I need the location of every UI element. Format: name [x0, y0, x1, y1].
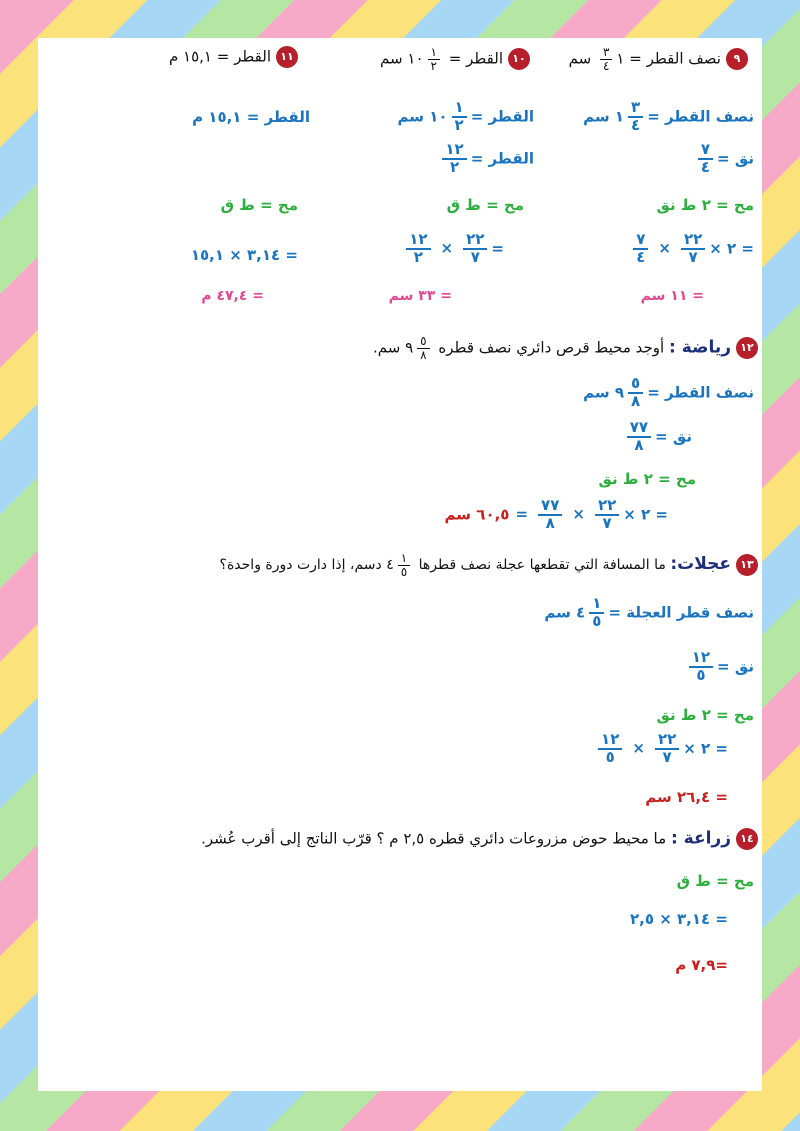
fraction: $\frac{٥}{٨}$	[628, 376, 643, 410]
q14-substitution: = ٣,١٤ × ٢,٥	[630, 910, 728, 928]
q14-result: =٧,٩ م	[675, 956, 728, 974]
problem-10-statement: ١٠القطر = $\frac{١}{٢}$ ١٠ سم	[380, 46, 530, 72]
sol10-diameter: القطر = $\frac{١}{٢}$ ١٠ سم	[397, 98, 534, 134]
fraction: $\frac{١٢}{٥}$	[689, 650, 713, 684]
q12-substitution: = ٢ × $\frac{٢٢}{٧}$ × $\frac{٧٧}{٨}$ =٦٠,٥ سم	[444, 496, 668, 532]
problem-number-badge: ١١	[276, 46, 298, 68]
sol9-substitution: = ٢ × $\frac{٢٢}{٧}$ × $\frac{٧}{٤}$	[629, 232, 754, 266]
fraction: $\frac{٢٢}{٧}$	[681, 232, 705, 266]
sol9-radius: نصف القطر = $\frac{٣}{٤}$ ١ سم	[583, 98, 754, 134]
q12-formula: مح = ٢ ط نق	[598, 470, 696, 488]
fraction: $\frac{٥}{٨}$	[417, 335, 429, 361]
problem-number-badge: ٩	[726, 48, 748, 70]
fraction: $\frac{١}{٢}$	[452, 100, 467, 134]
sol10-result: = ٣٣ سم	[388, 288, 452, 304]
q14-formula: مح = ط ق	[676, 872, 754, 890]
sol9-r: نق = $\frac{٧}{٤}$	[694, 142, 754, 176]
fraction: $\frac{٣}{٤}$	[600, 46, 612, 72]
sol10-diameter-improper: القطر = $\frac{١٢}{٢}$	[438, 142, 534, 176]
problem-14-statement: ١٤زراعة : ما محيط حوض مزروعات دائري قطره ٢,٥ م ؟ قرّب الناتج إلى أقرب عُشر.	[201, 828, 758, 850]
fraction: $\frac{٢٢}{٧}$	[595, 498, 619, 532]
q13-r: نق = $\frac{١٢}{٥}$	[685, 650, 754, 684]
sol10-formula: مح = ط ق	[446, 196, 524, 214]
fraction: $\frac{٧٧}{٨}$	[538, 498, 562, 532]
worksheet-page	[38, 38, 762, 1091]
fraction: $\frac{١}{٥}$	[398, 552, 410, 578]
fraction: $\frac{٢٢}{٧}$	[463, 232, 487, 266]
q13-radius: نصف قطر العجلة = $\frac{١}{٥}$ ٤ سم	[544, 594, 754, 630]
problem-number-badge: ١٤	[736, 828, 758, 850]
fraction: $\frac{١}{٥}$	[589, 596, 604, 630]
problem-13-statement: ١٣عجلات: ما المسافة التي تقطعها عجلة نصف قطرها $\frac{١}{٥}$ ٤ دسم، إذا دارت دورة واحدة؟	[220, 552, 758, 578]
q12-r: نق = $\frac{٧٧}{٨}$	[623, 420, 692, 454]
fraction: $\frac{٢٢}{٧}$	[655, 732, 679, 766]
problem-11-statement: ١١القطر = ١٥,١ م	[169, 46, 298, 68]
fraction: $\frac{١٢}{٥}$	[598, 732, 622, 766]
fraction: $\frac{١٢}{٢}$	[442, 142, 466, 176]
q12-radius: نصف القطر = $\frac{٥}{٨}$ ٩ سم	[583, 374, 754, 410]
problem-number-badge: ١٣	[736, 554, 758, 576]
sol11-substitution: = ٣,١٤ × ١٥,١	[190, 246, 298, 264]
sol9-result: = ١١ سم	[640, 288, 704, 304]
fraction: $\frac{١}{٢}$	[428, 46, 440, 72]
fraction: $\frac{٧}{٤}$	[633, 232, 648, 266]
fraction: $\frac{٣}{٤}$	[628, 100, 643, 134]
problem-12-statement: ١٢رياضة : أوجد محيط قرص دائري نصف قطره $\frac{٥}{٨}$ ٩ سم.	[373, 335, 758, 361]
sol10-substitution: = $\frac{٢٢}{٧}$ × $\frac{١٢}{٢}$	[402, 232, 504, 266]
fraction: $\frac{٧}{٤}$	[698, 142, 713, 176]
sol11-formula: مح = ط ق	[220, 196, 298, 214]
fraction: $\frac{١٢}{٢}$	[406, 232, 430, 266]
problem-number-badge: ١٢	[736, 337, 758, 359]
problem-9-statement: ٩نصف القطر = ١ $\frac{٣}{٤}$ سم	[569, 46, 748, 72]
q13-formula: مح = ٢ ط نق	[656, 706, 754, 724]
sol9-formula: مح = ٢ ط نق	[656, 196, 754, 214]
q13-substitution: = ٢ × $\frac{٢٢}{٧}$ × $\frac{١٢}{٥}$	[594, 732, 728, 766]
problem-number-badge: ١٠	[508, 48, 530, 70]
q13-result: = ٢٦,٤ سم	[645, 788, 728, 806]
fraction: $\frac{٧٧}{٨}$	[627, 420, 651, 454]
sol11-result: = ٤٧,٤ م	[201, 288, 264, 304]
sol11-diameter: القطر = ١٥,١ م	[192, 108, 310, 126]
